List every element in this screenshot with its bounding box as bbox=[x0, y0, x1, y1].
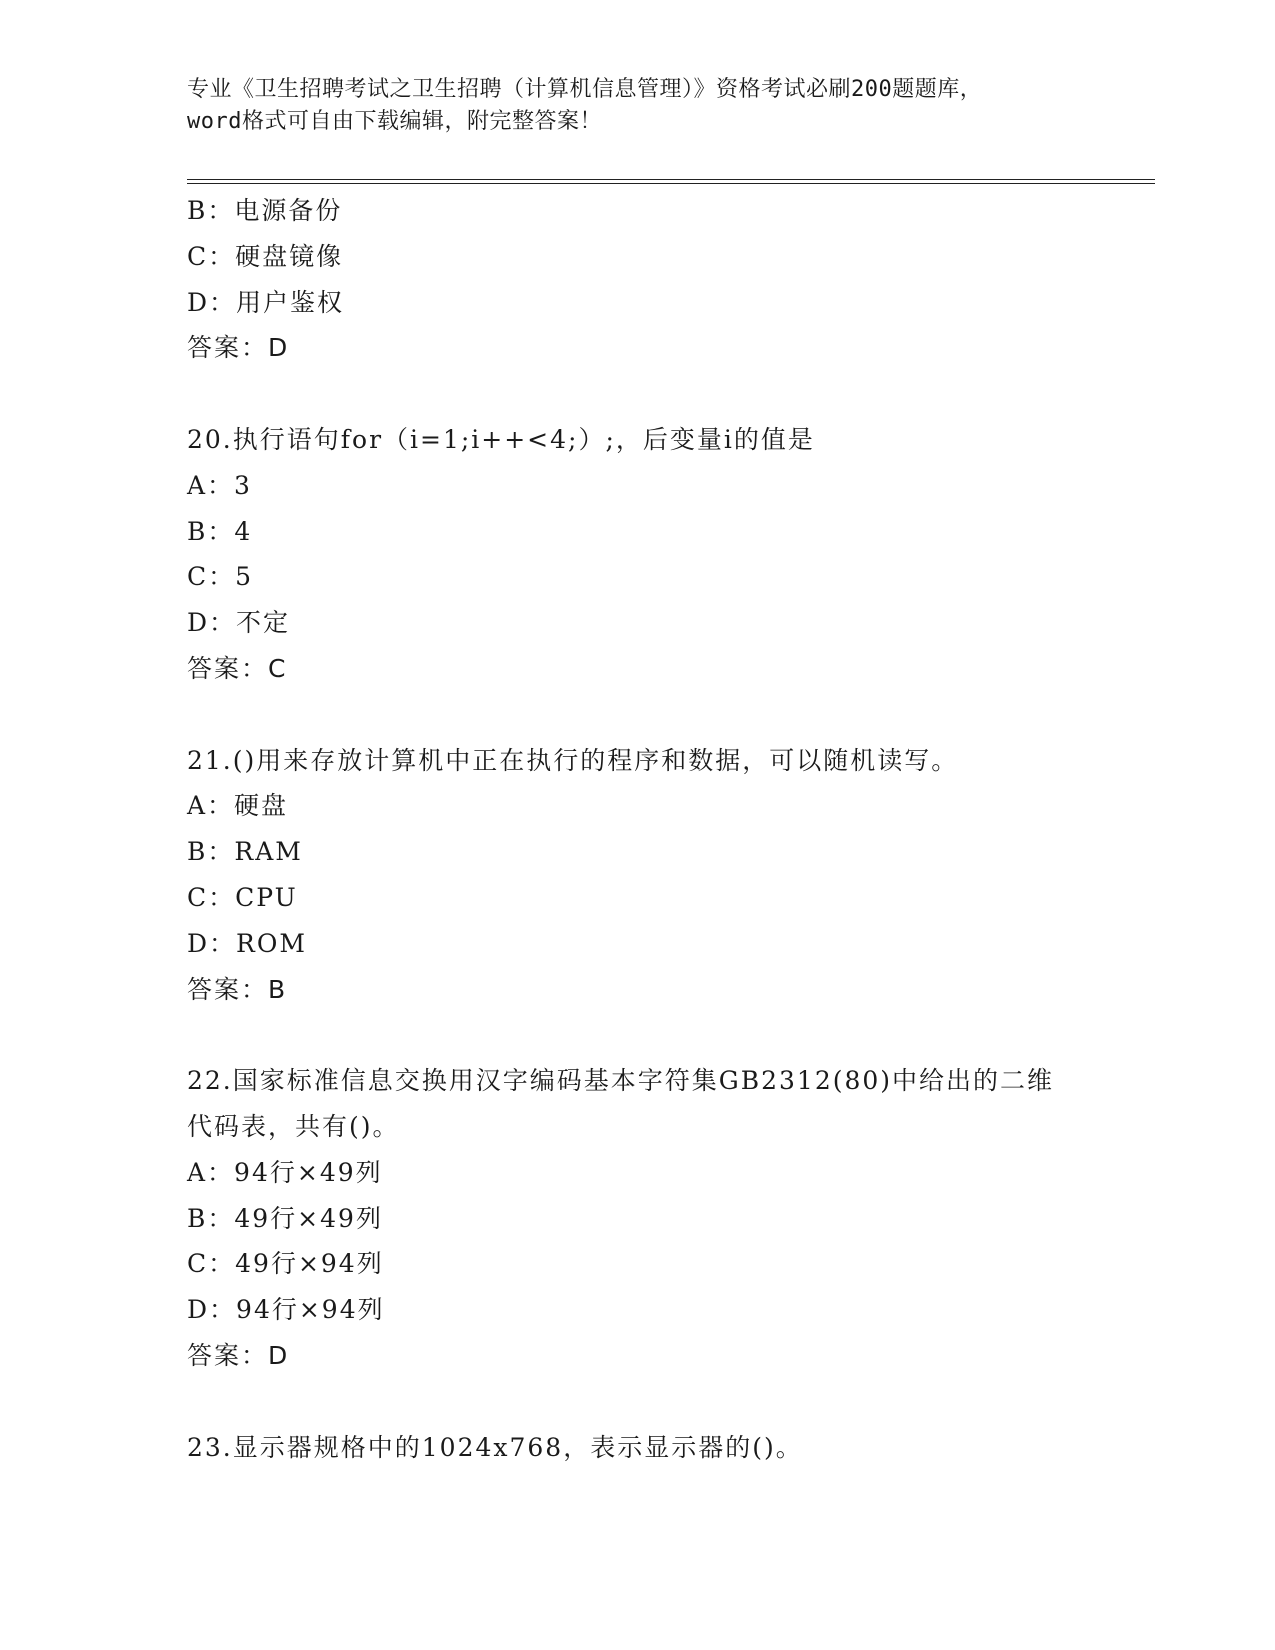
question-list bbox=[187, 188, 1087, 1470]
question-stem: 21.()用来存放计算机中正在执行的程序和数据，可以随机读写。 bbox=[187, 745, 959, 775]
document-header bbox=[187, 74, 1087, 138]
option-c: C：49行×94列 bbox=[187, 1249, 384, 1279]
question-stem: 23.显示器规格中的1024x768，表示显示器的()。 bbox=[187, 1432, 803, 1462]
answer-line: 答案：D bbox=[187, 333, 290, 363]
header-rule-top bbox=[187, 179, 1155, 180]
question-21 bbox=[187, 738, 1087, 1013]
option-a: A：硬盘 bbox=[187, 791, 289, 821]
option-d: D：用户鉴权 bbox=[187, 287, 345, 317]
header-double-rule bbox=[187, 179, 1155, 184]
option-b: B：电源备份 bbox=[187, 196, 343, 225]
question-stem-line-1: 22.国家标准信息交换用汉字编码基本字符集GB2312(80)中给出的二维 bbox=[187, 1066, 1055, 1096]
option-a: A：94行×49列 bbox=[187, 1157, 383, 1187]
question-19 bbox=[187, 188, 1087, 371]
option-d: D：不定 bbox=[187, 608, 291, 638]
spacer bbox=[187, 371, 1087, 417]
option-c: C：5 bbox=[187, 562, 254, 592]
question-20 bbox=[187, 417, 1087, 692]
header-line-2: word格式可自由下载编辑，附完整答案！ bbox=[187, 109, 602, 134]
spacer bbox=[187, 1012, 1087, 1058]
header-rule-bottom bbox=[187, 183, 1155, 184]
header-line-1: 专业《卫生招聘考试之卫生招聘（计算机信息管理）》资格考试必刷200题题库， bbox=[187, 77, 983, 102]
option-d: D：94行×94列 bbox=[187, 1295, 385, 1325]
question-stem: 20.执行语句for（i=1;i++<4;）;，后变量i的值是 bbox=[187, 424, 815, 454]
option-a: A：3 bbox=[187, 470, 252, 500]
answer-line: 答案：B bbox=[187, 974, 288, 1004]
question-22 bbox=[187, 1058, 1087, 1379]
question-stem-line-2: 代码表，共有()。 bbox=[187, 1111, 400, 1141]
question-23 bbox=[187, 1425, 1087, 1471]
option-c: C：硬盘镜像 bbox=[187, 241, 344, 271]
answer-line: 答案：C bbox=[187, 653, 288, 683]
option-b: B：RAM bbox=[187, 837, 303, 867]
spacer bbox=[187, 1379, 1087, 1425]
option-b: B：4 bbox=[187, 516, 253, 546]
option-b: B：49行×49列 bbox=[187, 1203, 383, 1233]
answer-line: 答案：D bbox=[187, 1340, 290, 1370]
option-c: C：CPU bbox=[187, 882, 298, 912]
option-d: D：ROM bbox=[187, 928, 307, 958]
spacer bbox=[187, 692, 1087, 738]
